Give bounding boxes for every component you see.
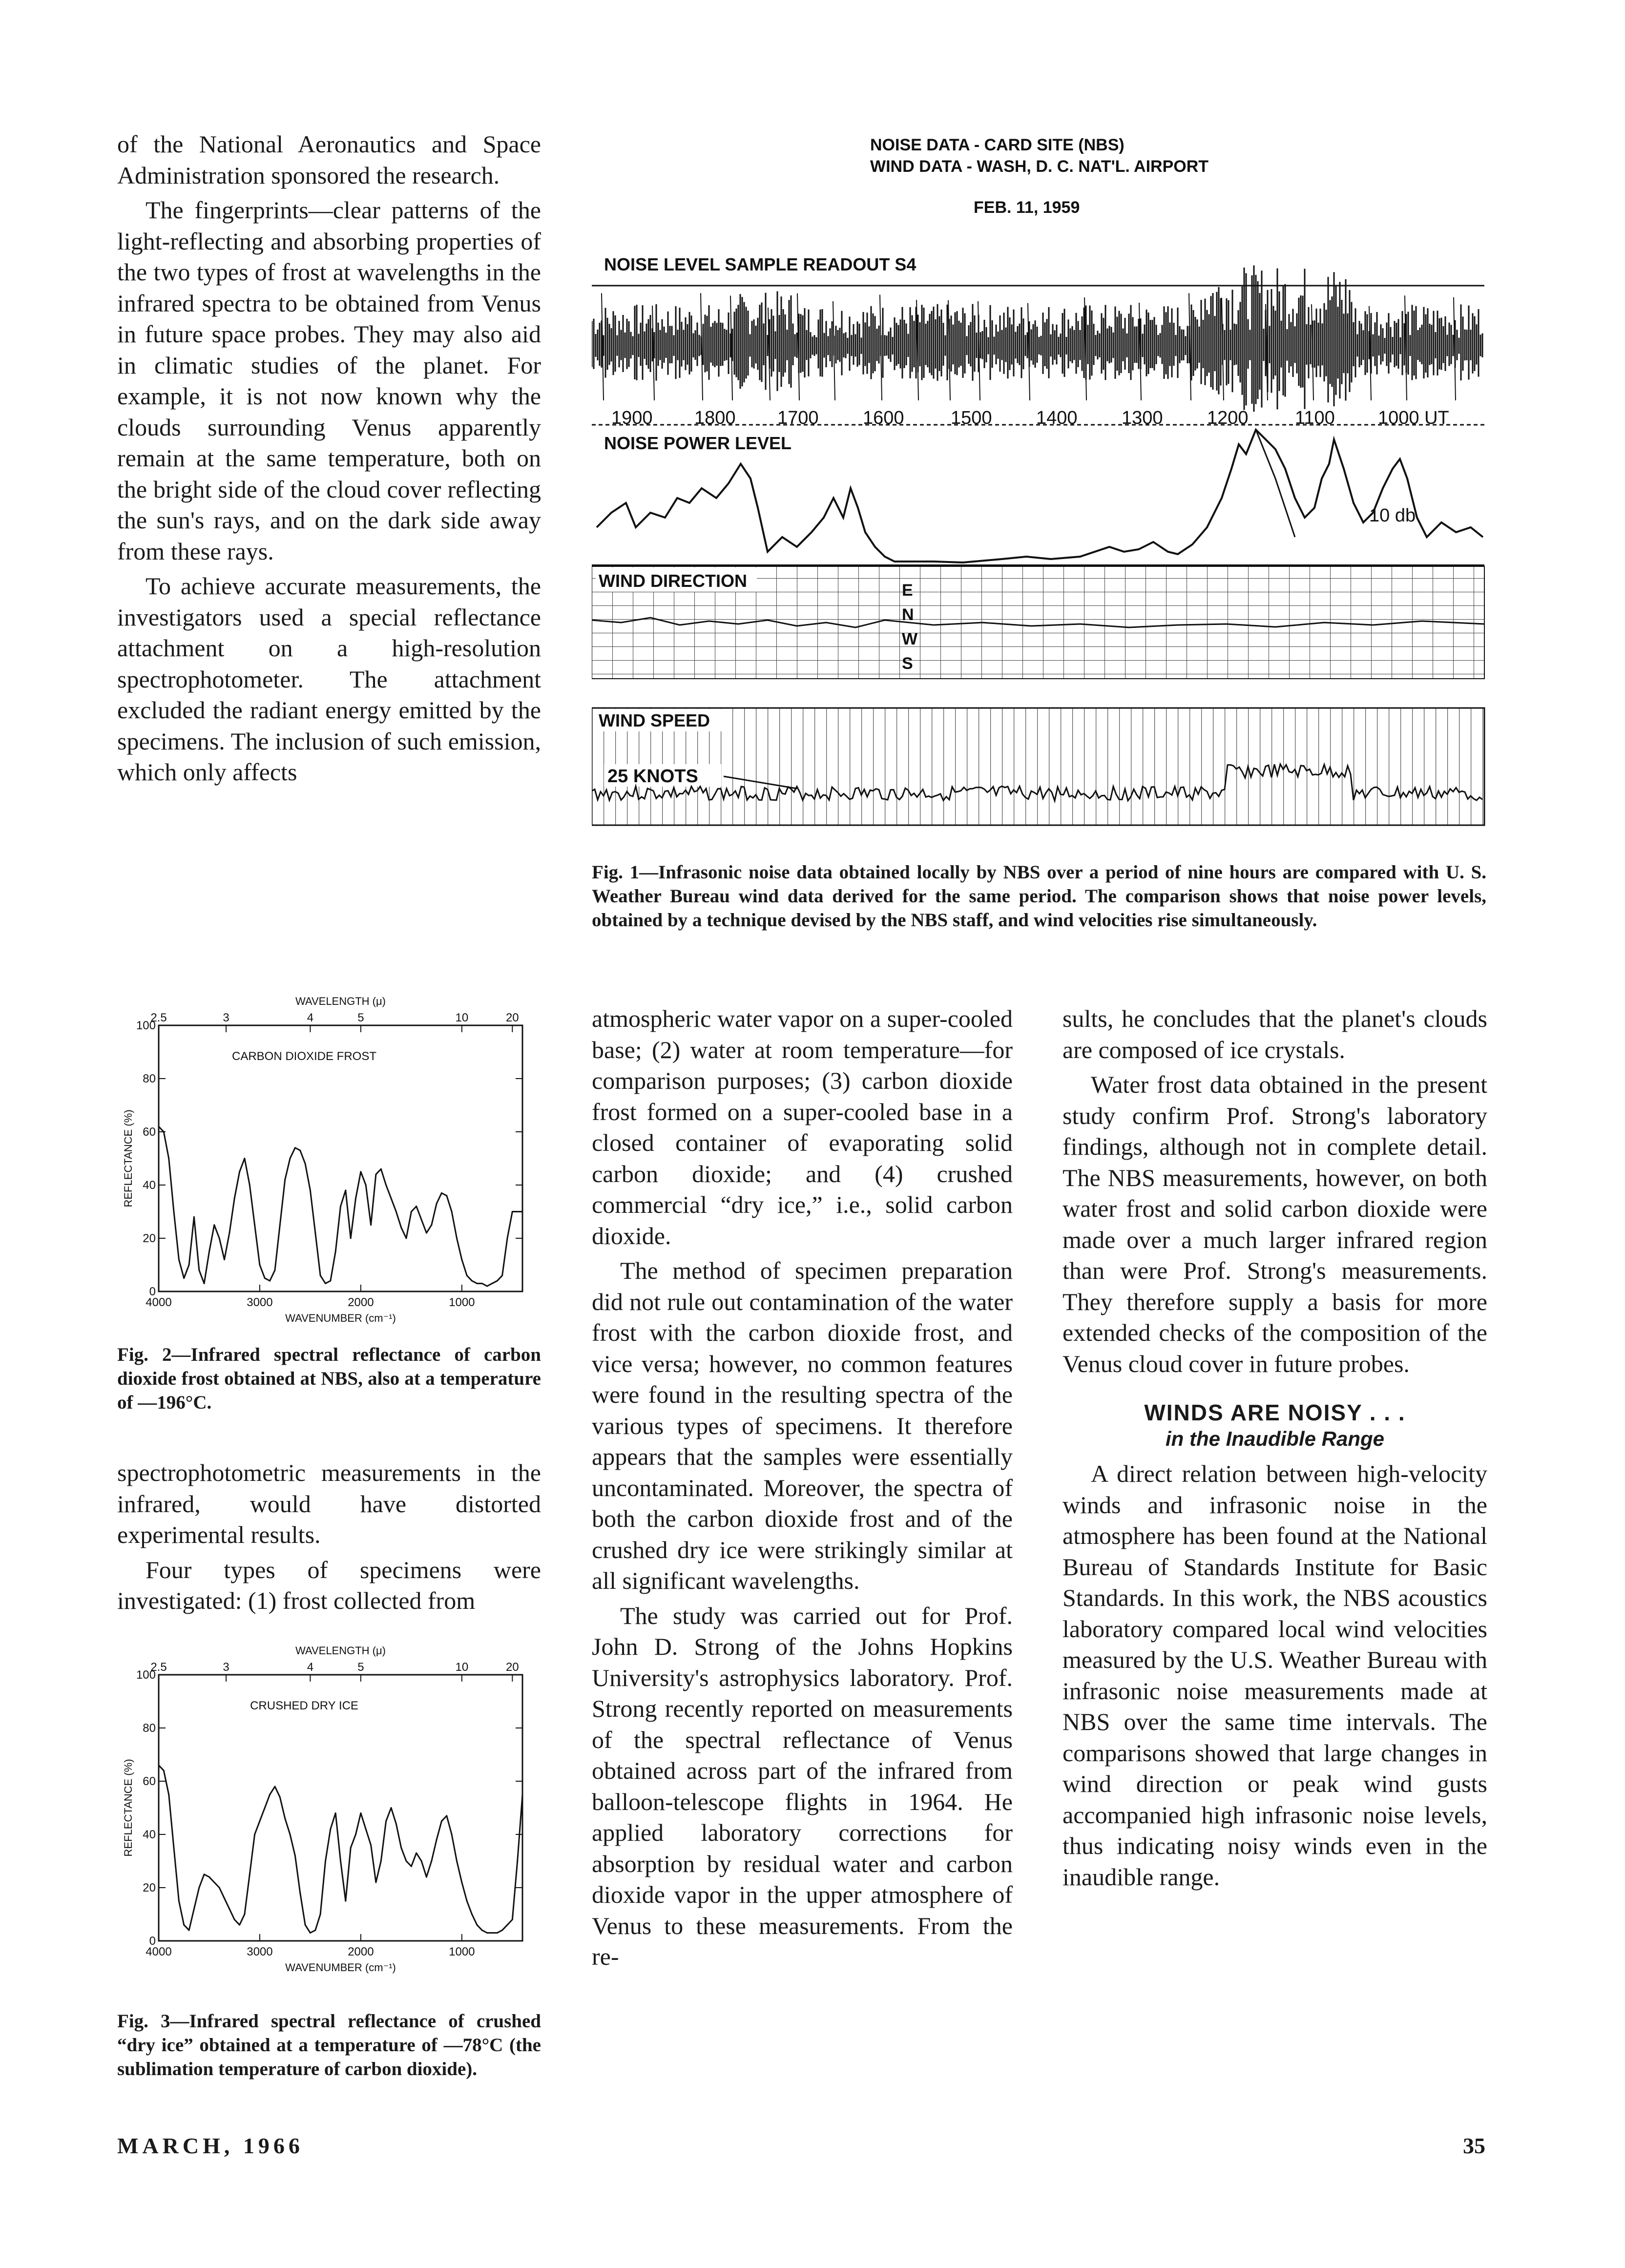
y-tick-label: 40 [143,1179,156,1192]
x-tick-label: 4000 [146,1945,172,1958]
top-tick-label: 4 [307,1661,314,1674]
data-point [163,1131,165,1133]
time-tick: 1200 [1207,408,1249,428]
noise-power-label: NOISE POWER LEVEL [604,433,792,453]
data-point [234,1198,235,1199]
chart-title: CRUSHED DRY ICE [250,1699,358,1712]
time-tick: 1500 [951,408,992,428]
data-point [173,1211,175,1212]
y-tick-label: 80 [143,1072,156,1085]
data-point [421,1860,422,1862]
data-point [208,1876,210,1878]
data-point [325,1283,326,1284]
x-axis-label: WAVENUMBER (cm⁻¹) [285,1961,396,1974]
y-tick-label: 80 [143,1722,156,1735]
section-subheading: in the Inaudible Range [1165,1427,1385,1450]
data-point [466,1275,468,1276]
data-point [436,1203,438,1205]
data-point [239,1171,240,1172]
data-point [244,1158,245,1159]
plot-frame [159,1025,522,1291]
data-point [350,1238,352,1239]
data-point [219,1887,220,1889]
data-point [264,1807,266,1809]
data-point [158,1126,160,1127]
data-point [441,1820,442,1822]
top-tick-label: 20 [505,1661,519,1674]
x-tick-label: 2000 [348,1945,374,1958]
wind-speed-label: WIND SPEED [599,710,710,730]
data-point [294,1147,296,1148]
data-point [330,1280,331,1282]
time-tick: 1400 [1036,408,1078,428]
data-point [431,1224,432,1226]
data-point [471,1914,473,1915]
y-axis-label: REFLECTANCE (%) [122,1759,134,1857]
fig1-header-line2: WIND DATA - WASH, D. C. NAT'L. AIRPORT [870,157,1209,176]
data-point [290,1834,291,1835]
paragraph: To achieve accurate measurements, the investigators used a special reflectance attachment on a high-resolution spectrophotometer. The attachment excluded the radiant energy emitted by the specimens. The inclusion of such emission, which only affects [117,572,541,786]
paragraph: sults, he concludes that the planet's clouds are composed of ice crystals. [1062,1005,1487,1063]
data-point [269,1280,271,1282]
data-point [183,1924,185,1926]
paragraph: Water frost data obtained in the present study confirm Prof. Strong's laboratory findings, although not in complete detail. The NBS measurements, however, on both water frost and solid carbon dioxide were made over a much larger infrared region than were Prof. Strong's measurements. They therefore supply a basis for more extended checks of the composition of the Venus cloud cover in future probes. [1062,1071,1487,1377]
data-point [355,1198,356,1199]
top-tick-label: 5 [357,1011,364,1024]
data-point [188,1264,190,1266]
data-point [314,1930,316,1931]
data-point [224,1259,225,1260]
time-tick: 1800 [694,408,736,428]
fig1-header-line1: NOISE DATA - CARD SITE (NBS) [870,136,1125,154]
y-tick-label: 0 [149,1935,156,1948]
data-point [274,1269,276,1271]
paragraph: atmospheric water vapor on a super-cooled base; (2) water at room temperature—for comparison purposes; (3) carbon dioxide frost formed on a super-cooled base in a closed container of evaporating solid carbon dioxide; and (4) crushed commercial “dry ice,” i.e., solid carbon dioxide. [592,1005,1013,1249]
top-tick-label: 10 [455,1661,469,1674]
data-point [385,1185,387,1186]
data-point [446,1195,447,1196]
data-point [330,1829,331,1830]
data-point [522,1794,523,1795]
data-point [244,1914,245,1915]
data-point [431,1860,432,1862]
data-point [224,1897,225,1899]
data-point [158,1765,160,1766]
data-point [396,1211,397,1212]
paragraph: spectrophotometric measurements in the infrared, would have distorted experimental results. [117,1459,541,1548]
reflectance-series-line [159,1765,522,1933]
y-axis-label: REFLECTANCE (%) [122,1109,134,1207]
paragraph: of the National Aeronautics and Space Administration sponsored the research. [117,130,541,189]
data-point [481,1930,483,1931]
data-point [299,1892,301,1893]
data-point [426,1876,427,1878]
wind-speed-grid [592,708,1484,825]
data-point [198,1269,200,1271]
data-point [193,1216,195,1218]
paragraph: The fingerprints—clear patterns of the light-reflecting and absorbing properties of the two types of frost at wavelengths in the infrared spectra to be obtained from Venus in future space probes. They may also aid in climatic studies of the planet. For example, it is not now known why the clouds surrounding Venus apparently remain at the same temperature, both on the bright side of the cloud cover reflecting the sun's rays, and on the dark side away from these rays. [117,196,541,565]
data-point [213,1882,215,1883]
data-point [421,1219,422,1220]
data-point [274,1786,276,1787]
data-point [522,1211,523,1212]
top-tick-label: 3 [223,1661,229,1674]
top-axis-label: WAVELENGTH (μ) [295,996,386,1007]
right-column-text [1062,1003,1487,1896]
data-point [456,1860,458,1862]
data-point [345,1189,346,1191]
figure-1-graphic [592,127,1487,850]
x-axis-label: WAVENUMBER (cm⁻¹) [285,1312,396,1324]
data-point [391,1807,392,1809]
data-point [507,1924,508,1926]
paragraph: A direct relation between high-velocity winds and infrasonic noise in the atmosphere has been found at the National Bureau of Standards Institute for Basic Standards. In this work, the NBS acoustics laboratory compared local wind velocities measured by the U.S. Weather Bureau with infrasonic noise measurements made at NBS over the same time intervals. The comparisons showed that large changes in wind direction or peak wind gusts accompanied high infrasonic noise levels, thus indicating noisy winds even in the inaudible range. [1062,1460,1487,1891]
data-point [461,1882,462,1883]
y-tick-label: 40 [143,1828,156,1841]
time-tick: 1000 UT [1378,408,1449,428]
data-point [259,1820,260,1822]
figure-3-caption: Fig. 3—Infrared spectral reflectance of crushed “dry ice” obtained at a temperature of —78°C (the sublimation temperature of carbon dioxide). [117,2011,541,2080]
data-point [375,1174,376,1175]
time-tick: 1300 [1122,408,1163,428]
data-point [481,1283,483,1284]
x-tick-label: 1000 [449,1296,475,1309]
plot-frame [159,1675,522,1941]
chart-title: CARBON DIOXIDE FROST [231,1049,377,1063]
data-point [264,1277,266,1279]
data-point [411,1211,412,1212]
data-point [254,1834,255,1835]
data-point [476,1924,478,1926]
data-point [365,1185,367,1186]
data-point [365,1829,367,1830]
data-point [370,1844,372,1846]
data-point [491,1932,493,1934]
x-tick-label: 4000 [146,1296,172,1309]
data-point [517,1211,518,1212]
data-point [517,1860,518,1862]
time-tick: 1600 [863,408,904,428]
compass-south: S [902,654,913,673]
y-tick-label: 100 [136,1019,156,1032]
data-point [254,1224,255,1226]
y-tick-label: 0 [149,1285,156,1298]
data-point [345,1900,346,1902]
left-column-top-text [117,129,541,792]
y-tick-label: 100 [136,1668,156,1682]
compass-east: E [902,581,913,600]
data-point [350,1847,352,1849]
data-point [314,1232,316,1234]
data-point [193,1908,195,1910]
compass-north: N [902,605,914,624]
data-point [486,1286,488,1287]
data-point [476,1283,478,1284]
data-point [229,1232,230,1234]
data-point [183,1277,185,1279]
data-point [163,1770,165,1771]
data-point [471,1280,473,1282]
data-point [375,1882,376,1883]
x-tick-label: 2000 [348,1296,374,1309]
data-point [305,1163,306,1165]
data-point [219,1238,220,1239]
data-point [204,1873,205,1875]
data-point [335,1812,336,1814]
data-point [325,1860,326,1862]
x-tick-label: 3000 [247,1945,273,1958]
top-tick-label: 2.5 [150,1011,167,1024]
noise-readout-waveform [592,265,1482,412]
compass-west: W [902,630,918,648]
db-label: 10 db [1369,505,1416,526]
y-tick-label: 20 [143,1232,156,1245]
time-tick: 1100 [1295,408,1335,428]
data-point [239,1924,240,1926]
data-point [310,1189,311,1191]
paragraph: Four types of specimens were investigated: (1) frost collected from [117,1556,541,1614]
data-point [491,1283,493,1284]
data-point [461,1259,462,1260]
data-point [497,1932,498,1934]
figure-1-caption: Fig. 1—Infrasonic noise data obtained locally by NBS over a period of nine hours are compared with U. S. Weather Bureau wind data derived for the same period. The comparison shows that noise power levels, obtained by a technique devised by the NBS staff, and wind velocities rise simultaneously. [592,862,1486,931]
data-point [360,1812,361,1814]
data-point [188,1930,190,1931]
data-point [451,1834,453,1835]
data-point [249,1873,250,1875]
knots-label: 25 KNOTS [607,766,698,787]
middle-column-text [592,1003,1013,1977]
top-axis-label: WAVELENGTH (μ) [295,1645,386,1657]
page-number: 35 [1463,2133,1485,2158]
data-point [355,1834,356,1835]
data-point [396,1823,397,1825]
data-point [229,1908,230,1910]
data-point [299,1150,301,1151]
top-tick-label: 3 [223,1011,229,1024]
data-point [370,1224,372,1226]
data-point [320,1275,321,1276]
data-point [178,1259,180,1260]
data-point [204,1283,205,1284]
data-point [279,1224,281,1226]
data-point [294,1855,296,1856]
top-tick-label: 2.5 [150,1661,167,1674]
noise-readout-label: NOISE LEVEL SAMPLE READOUT S4 [604,254,917,274]
data-point [234,1919,235,1920]
data-point [208,1251,210,1252]
data-point [340,1860,341,1862]
data-point [385,1820,387,1822]
top-tick-label: 10 [455,1011,469,1024]
data-point [451,1211,453,1212]
top-tick-label: 4 [307,1011,314,1024]
data-point [380,1860,382,1862]
wind-direction-label: WIND DIRECTION [599,571,747,591]
data-point [173,1847,175,1849]
y-tick-label: 60 [143,1775,156,1788]
figure-3-chart [117,1645,542,1997]
data-point [486,1932,488,1934]
x-tick-label: 1000 [449,1945,475,1958]
time-tick: 1700 [777,408,819,428]
data-point [512,1919,513,1920]
left-column-bottom-text [117,1457,541,1621]
fig1-date: FEB. 11, 1959 [974,198,1080,217]
data-point [259,1264,260,1266]
section-heading: WINDS ARE NOISY . . . [1144,1400,1406,1425]
y-tick-label: 60 [143,1125,156,1139]
data-point [249,1185,250,1186]
paragraph: The study was carried out for Prof. John D. Strong of the Johns Hopkins University's astrophysics laboratory. Prof. Strong recently reported on measurements of the spectral reflectance of Venus obtained across part of the infrared from balloon-telescope flights in 1964. He applied laboratory corrections for absorption by residual water and carbon dioxide vapor in the upper atmosphere of Venus to these measurements. From the re- [592,1602,1013,1970]
y-tick-label: 20 [143,1881,156,1894]
footer-date: MARCH, 1966 [117,2133,304,2158]
time-tick: 1900 [611,408,653,428]
x-tick-label: 3000 [247,1296,273,1309]
data-point [290,1158,291,1159]
top-tick-label: 20 [505,1011,519,1024]
data-point [441,1192,442,1194]
data-point [501,1930,503,1931]
data-point [284,1179,286,1181]
data-point [168,1794,169,1795]
data-point [446,1815,447,1816]
data-point [400,1847,402,1849]
paragraph: The method of specimen preparation did not rule out contamination of the water frost with the carbon dioxide frost, and vice versa; however, no common features were found in the resulting spectra of the various types of specimens. It therefore appears that the samples were essentially uncontaminated. Moreover, the spectra of both the carbon dioxide frost and of the crushed dry ice were strikingly similar at all significant wavelengths. [592,1257,1013,1594]
data-point [507,1238,508,1239]
data-point [497,1280,498,1282]
data-point [279,1796,281,1798]
data-point [320,1914,321,1915]
data-point [198,1887,200,1889]
data-point [501,1275,503,1276]
figure-1-infrasonic-noise [592,127,1487,850]
data-point [466,1900,468,1902]
data-point [411,1866,412,1867]
figure-2-chart [117,996,542,1338]
figure-2-caption: Fig. 2—Infrared spectral reflectance of carbon dioxide frost obtained at NBS, also at a temperature of —196°C. [117,1344,541,1413]
data-point [335,1251,336,1252]
data-point [400,1227,402,1228]
data-point [416,1206,417,1207]
data-point [340,1206,341,1207]
data-point [456,1238,458,1239]
data-point [406,1860,407,1862]
data-point [310,1932,311,1934]
data-point [360,1171,361,1172]
data-point [406,1238,407,1239]
top-tick-label: 5 [357,1661,364,1674]
data-point [305,1924,306,1926]
data-point [178,1900,180,1902]
data-point [213,1224,215,1226]
data-point [416,1852,417,1854]
data-point [284,1818,286,1819]
data-point [426,1232,427,1234]
data-point [168,1158,169,1159]
data-point [436,1839,438,1840]
data-point [512,1211,513,1212]
data-point [269,1794,271,1795]
data-point [391,1198,392,1199]
data-point [380,1168,382,1170]
